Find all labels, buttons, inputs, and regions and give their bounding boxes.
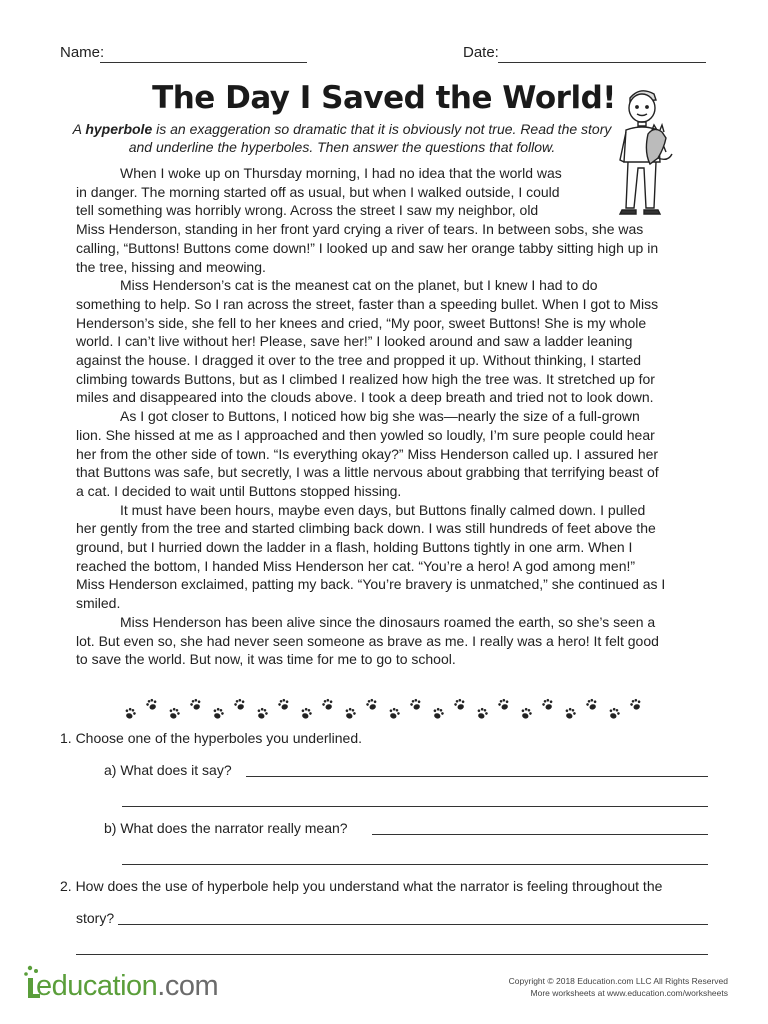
paw-print-icon <box>255 707 269 720</box>
paw-print-icon <box>189 698 203 711</box>
paw-print-icon <box>607 707 621 720</box>
answer-2-line-1[interactable] <box>118 924 708 925</box>
paw-print-icon <box>629 698 643 711</box>
story-text <box>76 164 666 669</box>
logo-suffix: .com <box>157 970 219 1002</box>
instructions <box>72 120 612 156</box>
paw-print-icon <box>453 698 467 711</box>
story-paragraph-1-line-2: in danger. The morning started off as usual, but when I walked outside, I could <box>76 183 560 200</box>
paw-print-icon <box>497 698 511 711</box>
paw-print-icon <box>519 707 533 720</box>
paw-print-icon <box>585 698 599 711</box>
answer-2-line-2[interactable] <box>76 954 708 955</box>
paw-print-icon <box>431 707 445 720</box>
question-1: 1. Choose one of the hyperboles you underlined. <box>60 730 362 746</box>
worksheet-title: The Day I Saved the World! <box>152 80 616 116</box>
story-paragraph-3: As I got closer to Buttons, I noticed how big she was—nearly the size of a full-grown lion. She hissed at me as I approached and then yowled so loudly, I’m sure people could hear her from the other side of town. “Is everything okay?” Miss Henderson called up. I assured her that Buttons was safe, but secretly, I was a little nervous about grabbing that terrifying beast of a cat. I decided to wait until Buttons stopped hissing. <box>76 408 659 499</box>
question-2-line-1: 2. How does the use of hyperbole help you understand what the narrator is feeling throughout the <box>60 878 663 894</box>
story-paragraph-4: It must have been hours, maybe even days, but Buttons finally calmed down. I pulled her gently from the tree and started climbing back down. I was still hundreds of feet above the ground, but I hurried down the ladder in a flash, holding Buttons tightly in one arm. When I reached the bottom, I handed Miss Henderson her cat. “You’re a hero! A god among men!” Miss Henderson exclaimed, patting my back. “You’re bravery is unmatched,” she continued as I smiled. <box>76 501 666 612</box>
paw-print-icon <box>365 698 379 711</box>
paw-print-icon <box>541 698 555 711</box>
paw-print-icon <box>123 707 137 720</box>
paw-print-icon <box>321 698 335 711</box>
question-2-line-2: story? <box>76 910 115 926</box>
story-paragraph-1-rest: Miss Henderson, standing in her front yard crying a river of tears. In between sobs, she was calling, “Buttons! Buttons come down!” I looked up and saw her orange tabby sitting high up in the tree, hissing and meowing. <box>76 221 659 275</box>
paw-print-icon <box>475 707 489 720</box>
intro-pre: A <box>72 121 86 137</box>
story-paragraph-1-line-3: tell something was horribly wrong. Across the street I saw my neighbor, old <box>76 202 539 219</box>
name-field[interactable] <box>100 62 307 63</box>
paw-print-icon <box>409 698 423 711</box>
answer-1b-line-2[interactable] <box>122 864 708 865</box>
question-1b: b) What does the narrator really mean? <box>104 820 348 836</box>
more-worksheets-link[interactable]: More worksheets at www.education.com/worksheets <box>530 988 728 998</box>
answer-1a-line-2[interactable] <box>122 806 708 807</box>
answer-1a-line-1[interactable] <box>246 776 708 777</box>
story-paragraph-2: Miss Henderson’s cat is the meanest cat on the planet, but I knew I had to do something to help. So I ran across the street, faster than a speeding bullet. When I got to Miss Henderson’s side, she fell to her knees and cried, “My poor, sweet Buttons! She is my whole world. I can’t live without her! Please, save her!” I looked around and saw a ladder leaning against the house. I dragged it over to the tree and propped it up. Without thinking, I started climbing towards Buttons, but as I climbed I realized how high the tree was. It stretched up for miles and disappeared into the clouds above. I took a deep breath and tried not to look down. <box>76 277 659 406</box>
paw-print-icon <box>167 707 181 720</box>
paw-print-icon <box>343 707 357 720</box>
paw-print-icon <box>387 707 401 720</box>
story-paragraph-5: Miss Henderson has been alive since the dinosaurs roamed the earth, so she’s seen a lot. But even so, she had never seen someone as brave as me. I really was a hero! It felt good to save the world. But now, it was time for me to go to school. <box>76 613 659 668</box>
intro-term-hyperbole: hyperbole <box>85 121 153 137</box>
answer-1b-line-1[interactable] <box>372 834 708 835</box>
copyright-notice: Copyright © 2018 Education.com LLC All Rights Reserved <box>508 976 728 986</box>
date-label: Date: <box>463 44 499 61</box>
question-1a: a) What does it say? <box>104 762 232 778</box>
name-label: Name: <box>60 44 105 61</box>
intro-post: is an exaggeration so dramatic that it is obviously not true. Read the story and underline the hyperboles. Then answer the questions that follow. <box>128 121 612 155</box>
education-logo <box>36 970 218 1003</box>
story-paragraph-1-line-1: When I woke up on Thursday morning, I had no idea that the world was <box>120 165 562 181</box>
logo-text: education <box>36 970 158 1002</box>
paw-print-icon <box>233 698 247 711</box>
paw-print-divider <box>120 694 660 724</box>
paw-print-icon <box>211 707 225 720</box>
date-field[interactable] <box>498 62 706 63</box>
paw-print-icon <box>145 698 159 711</box>
paw-print-icon <box>299 707 313 720</box>
paw-print-icon <box>563 707 577 720</box>
paw-print-icon <box>277 698 291 711</box>
